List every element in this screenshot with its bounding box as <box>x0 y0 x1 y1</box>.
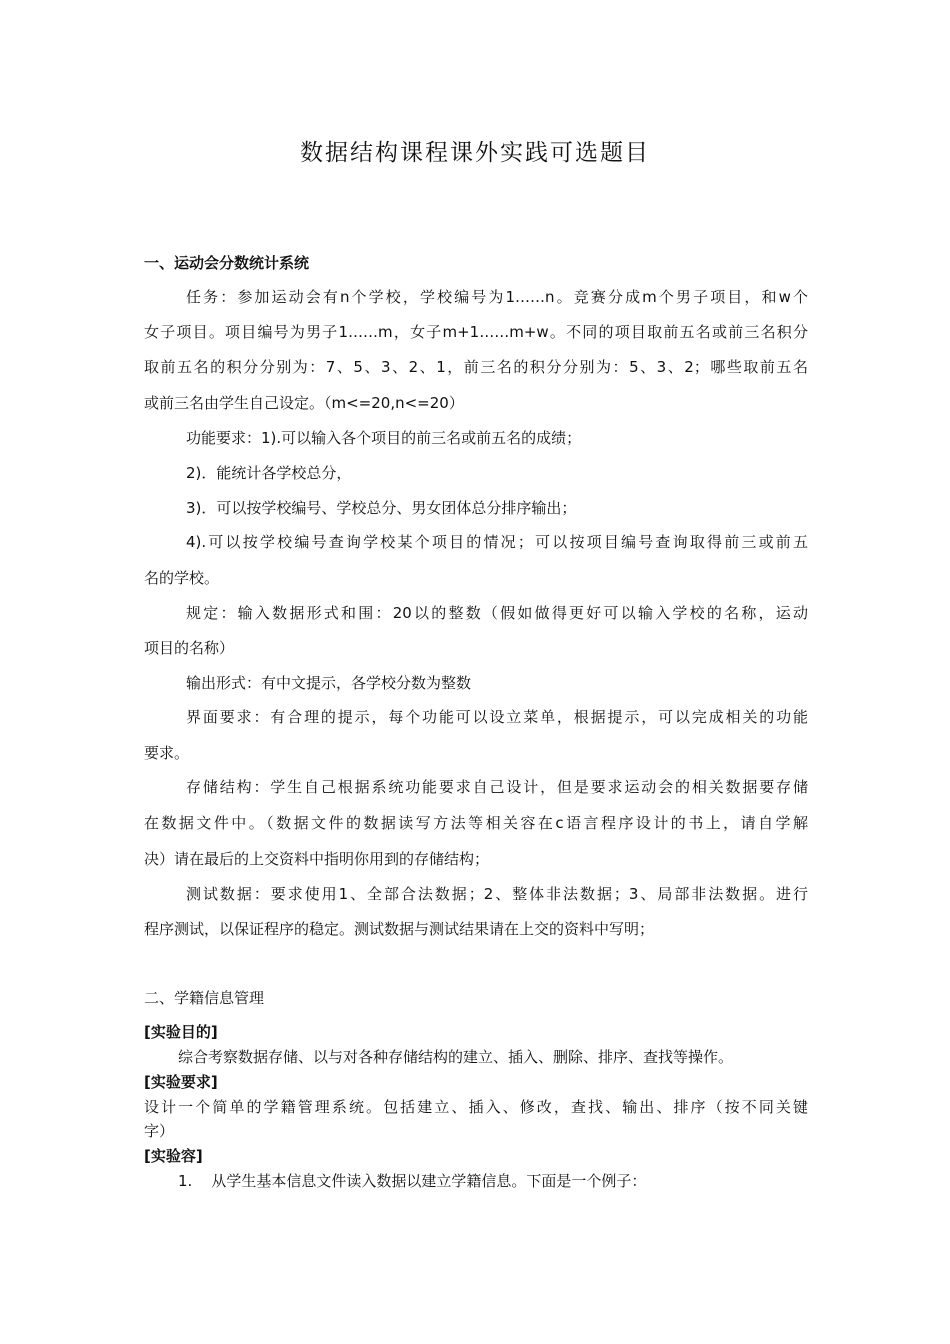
section-heading: 二、学籍信息管理 <box>144 989 265 1007</box>
paragraph-line: 综合考察数据存储、以与对各种存储结构的建立、插入、删除、排序、查找等操作。 <box>178 1048 734 1066</box>
paragraph-line: 功能要求：1).可以输入各个项目的前三名或前五名的成绩； <box>186 429 582 447</box>
paragraph-line: 输出形式：有中文提示，各学校分数为整数 <box>186 674 472 692</box>
paragraph-line: 存储结构：学生自己根据系统功能要求自己设计，但是要求运动会的相关数据要存储 <box>186 778 808 796</box>
paragraph-line: 程序测试，以保证程序的稳定。测试数据与测试结果请在上交的资料中写明； <box>144 920 655 938</box>
document-title: 数据结构课程课外实践可选题目 <box>300 140 650 166</box>
paragraph-line: 规定：输入数据形式和围：20以的整数（假如做得更好可以输入学校的名称，运动 <box>186 604 808 622</box>
paragraph-line: 决）请在最后的上交资料中指明你用到的存储结构； <box>144 850 490 868</box>
paragraph-line: 测试数据：要求使用1、全部合法数据；2、整体非法数据；3、局部非法数据。进行 <box>186 885 808 903</box>
label-requirement: [实验要求] <box>144 1073 218 1091</box>
paragraph-line: 名的学校。 <box>144 569 220 587</box>
paragraph-line: 或前三名由学生自己设定。（m<=20,n<=20） <box>144 394 464 412</box>
label-content: [实验容] <box>144 1147 203 1165</box>
paragraph-line: 4).可以按学校编号查询学校某个项目的情况；可以按项目编号查询取得前三或前五 <box>186 533 808 551</box>
paragraph-line: 取前五名的积分分别为：7、5、3、2、1，前三名的积分分别为：5、3、2；哪些取前五名 <box>144 358 808 376</box>
label-purpose: [实验目的] <box>144 1023 218 1041</box>
section-heading: 一、运动会分数统计系统 <box>144 254 310 272</box>
paragraph-line: 界面要求：有合理的提示，每个功能可以设立菜单，根据提示，可以完成相关的功能 <box>186 708 808 726</box>
paragraph-line: 字） <box>144 1122 175 1140</box>
paragraph-line: 3)．可以按学校编号、学校总分、男女团体总分排序输出； <box>186 499 577 517</box>
paragraph-line: 要求。 <box>144 744 190 762</box>
paragraph-line: 女子项目。项目编号为男子1……m，女子m+1……m+w。不同的项目取前五名或前三名积分 <box>144 323 808 341</box>
paragraph-line: 项目的名称） <box>144 639 235 657</box>
paragraph-line: 2)．能统计各学校总分， <box>186 464 352 482</box>
paragraph-line: 设计一个简单的学籍管理系统。包括建立、插入、修改，查找、输出、排序（按不同关键 <box>144 1098 808 1116</box>
paragraph-line: 在数据文件中。（数据文件的数据读写方法等相关容在c语言程序设计的书上，请自学解 <box>144 814 808 832</box>
list-item: 1. 从学生基本信息文件读入数据以建立学籍信息。下面是一个例子： <box>178 1172 647 1190</box>
paragraph-line: 任务：参加运动会有n个学校，学校编号为1……n。竞赛分成m个男子项目，和w个 <box>186 288 808 306</box>
